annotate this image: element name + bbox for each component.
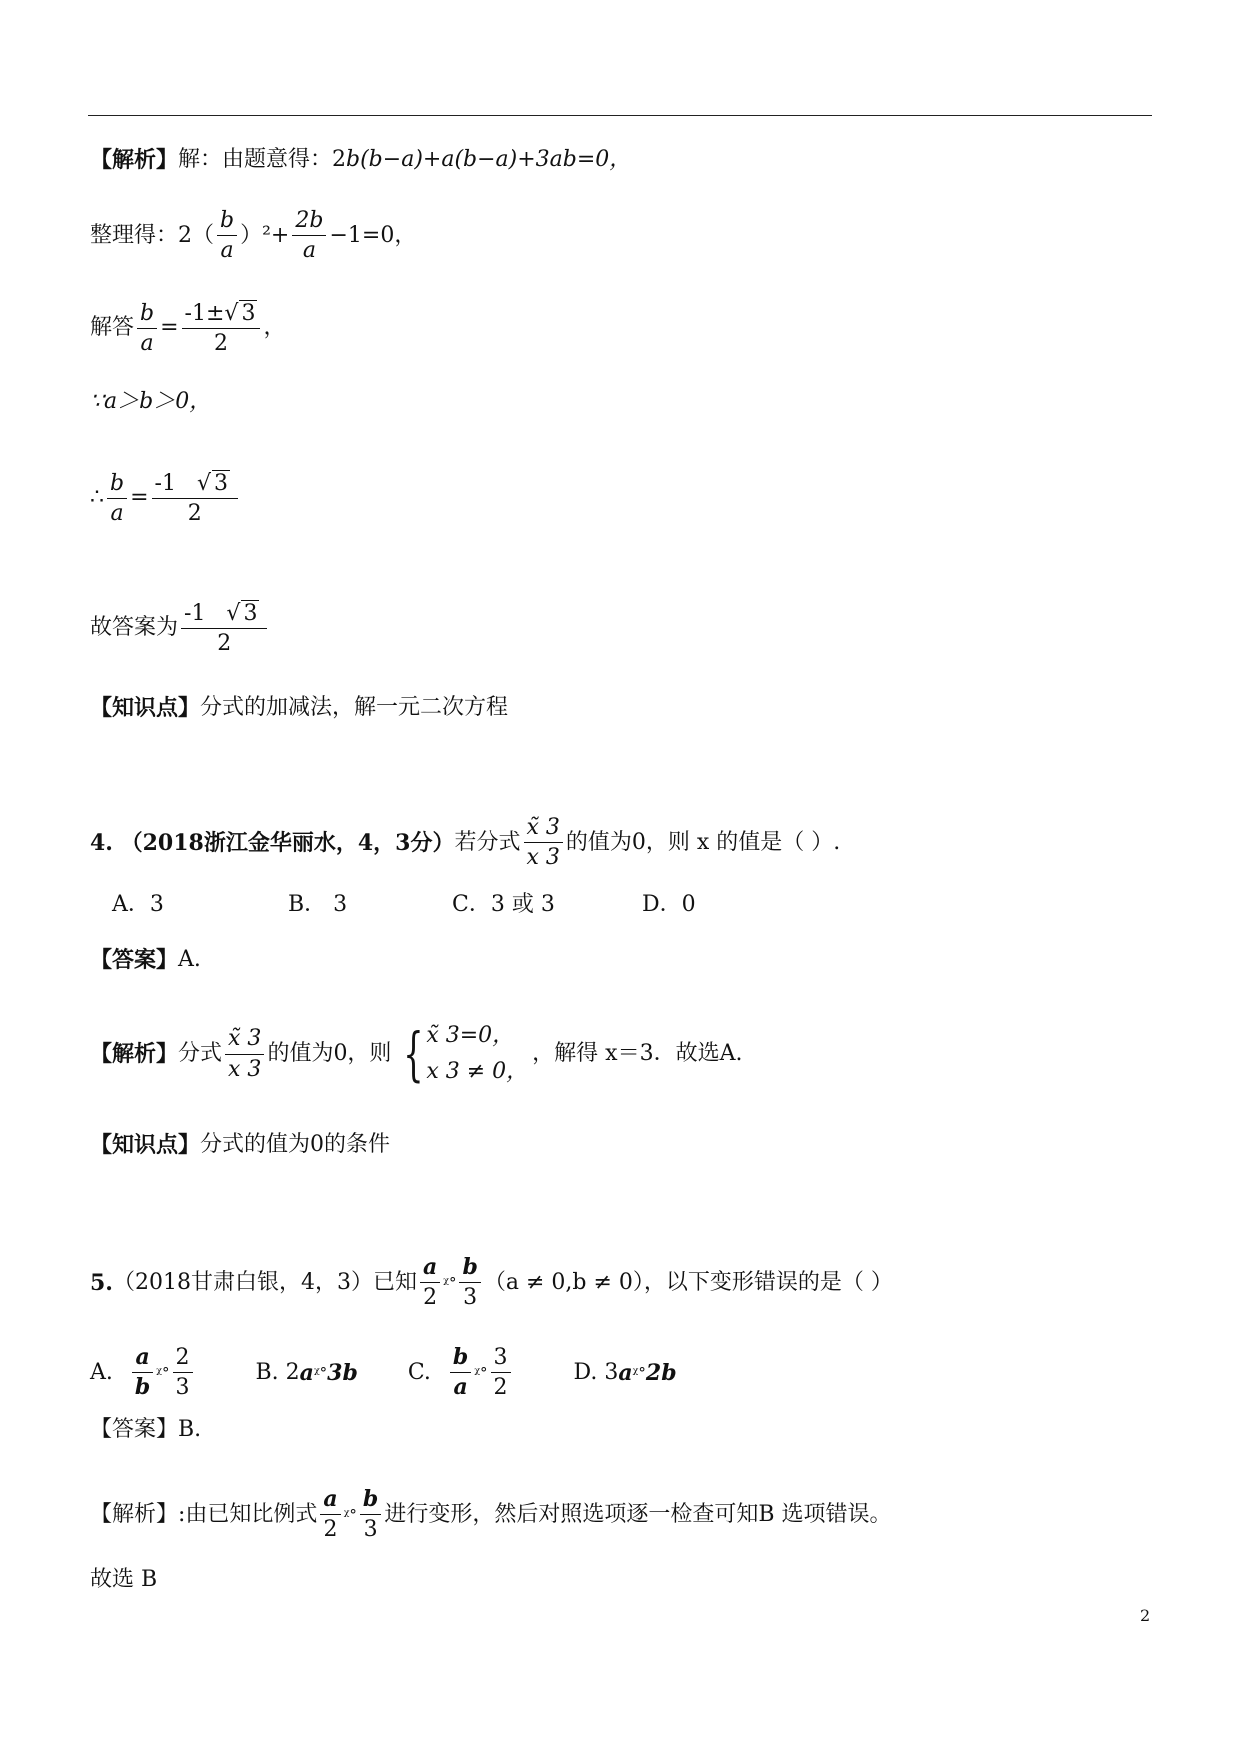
question-5-options	[90, 1345, 677, 1401]
knowledge-text: 分式的加减法，解一元二次方程	[200, 695, 509, 720]
fraction-numerator: 2	[173, 1345, 193, 1373]
question-4-text: 若分式	[454, 829, 521, 855]
garbled-symbol: ᵡ°	[156, 1363, 170, 1382]
question-5-analysis	[90, 1487, 891, 1543]
option-d-label: D. 3	[573, 1359, 619, 1385]
analysis-tag: 【解析】	[90, 1041, 179, 1067]
fraction-b-over-a	[107, 471, 127, 527]
equation-system	[395, 1018, 528, 1090]
garbled-symbol: ᵡ°	[632, 1363, 646, 1382]
garbled-symbol: ᵡ°	[474, 1363, 488, 1382]
fraction-denominator: 2	[214, 331, 228, 357]
analysis-text: 解：由题意得：2	[178, 147, 347, 172]
therefore-line	[90, 470, 241, 527]
analysis-middle: 的值为0，则	[267, 1041, 392, 1066]
fraction-numerator: a	[320, 1487, 340, 1515]
radicand: 3	[241, 301, 256, 326]
because-line	[90, 387, 211, 417]
question-5-answer	[90, 1415, 201, 1445]
option-b-expr-a: a	[299, 1359, 314, 1386]
because-text: ∵a＞b＞0，	[90, 389, 212, 414]
final-text: 故选 B	[90, 1567, 158, 1592]
option-c-fraction-1	[450, 1345, 471, 1401]
question-4-fraction	[524, 815, 563, 871]
analysis-equation: b(b−a)+a(b−a)+3ab=0，	[346, 147, 632, 172]
radicand: 3	[213, 471, 228, 496]
option-d: D．0	[642, 892, 696, 917]
fraction-denominator: a	[220, 238, 234, 264]
option-c-label: C.	[407, 1359, 431, 1385]
option-b: B． 3	[288, 892, 348, 917]
fraction-root: $\frac{-1 √ 3}{2}$	[181, 600, 267, 657]
page-number: 2	[1140, 1606, 1151, 1625]
garbled-symbol: ᵡ°	[343, 1505, 357, 1524]
answer-text: A.	[178, 947, 201, 972]
fraction-denominator: a	[110, 500, 124, 526]
fraction-denominator: 2	[423, 1285, 438, 1311]
therefore-symbol: ∴	[90, 485, 104, 511]
option-d-expr-b: 2b	[645, 1359, 677, 1386]
system-row-1: x̃ 3=0，	[426, 1023, 515, 1048]
brace-icon: {	[403, 1020, 425, 1088]
fraction-root: $\frac{-1 √ 3}{2}$	[152, 470, 238, 527]
fraction-denominator: x 3	[526, 845, 560, 871]
fraction-numerator: b	[137, 301, 157, 329]
solve-label: 解答	[90, 315, 135, 341]
knowledge-tag: 【知识点】	[90, 695, 201, 721]
answer-tag: 【答案】	[90, 947, 179, 973]
fraction-denominator: 2	[187, 501, 202, 527]
garbled-symbol: ᵡ°	[313, 1363, 328, 1382]
analysis-end: ，解得 x＝3．故选A.	[532, 1041, 743, 1066]
option-a-fraction-1	[132, 1345, 153, 1401]
fraction-denominator: a	[453, 1374, 468, 1401]
knowledge-text: 分式的值为0的条件	[200, 1132, 391, 1157]
fraction-root: $\frac{-1\pm√ 3}{2}$	[182, 300, 261, 357]
radicand: 3	[243, 601, 258, 626]
question-4-options	[90, 890, 1090, 920]
fraction-a-over-2	[320, 1487, 340, 1543]
question-5	[90, 1255, 893, 1311]
analysis-text: 分式	[178, 1041, 223, 1066]
fraction-denominator: 3	[463, 1285, 478, 1311]
simplify-middle: ）²+	[240, 222, 290, 248]
fraction-denominator: a	[302, 238, 316, 264]
fraction-denominator: 3	[175, 1375, 190, 1401]
fraction-numerator: a	[420, 1255, 440, 1283]
analysis-fraction	[225, 1026, 264, 1082]
fraction-a-over-2	[420, 1255, 440, 1311]
fraction-denominator: 2	[323, 1517, 338, 1543]
question-4-answer	[90, 945, 201, 975]
option-c: C．3 或 3	[452, 892, 555, 917]
question-4	[90, 815, 840, 871]
knowledge-point-line	[90, 693, 508, 723]
fraction-denominator: 2	[493, 1375, 508, 1401]
equals-sign: =	[160, 315, 179, 341]
question-5-head: 5.	[90, 1269, 113, 1296]
simplify-label: 整理得：2（	[90, 222, 214, 248]
fraction-numerator: 3	[491, 1345, 511, 1373]
analysis-text-end: 进行变形，然后对照选项逐一检查可知B 选项错误。	[384, 1501, 892, 1527]
question-4-tail: 的值为0，则 x 的值是（ ）.	[565, 829, 841, 855]
fraction-numerator: x̃ 3	[524, 815, 563, 843]
fraction-numerator: b	[459, 1255, 480, 1283]
question-5-condition: （a ≠ 0,b ≠ 0），以下变形错误的是（ ）	[483, 1269, 893, 1295]
fraction-denominator: a	[140, 330, 154, 356]
simplify-line	[90, 208, 416, 264]
analysis-text: 【解析】:由已知比例式	[90, 1501, 318, 1527]
fraction-numerator: x̃ 3	[225, 1026, 264, 1054]
fraction-numerator: 2b	[292, 208, 326, 236]
numerator-part: -1	[154, 471, 176, 496]
analysis-line-1	[90, 145, 631, 175]
knowledge-tag: 【知识点】	[90, 1132, 201, 1158]
fraction-b-over-3	[360, 1487, 381, 1543]
fraction-numerator: b	[217, 208, 237, 236]
solve-end: ，	[263, 315, 286, 341]
system-row-2: x 3 ≠ 0，	[426, 1059, 529, 1084]
simplify-end: −1=0，	[329, 222, 417, 248]
numerator-part: -1±	[184, 301, 225, 326]
option-b-expr-b: 3b	[327, 1359, 358, 1386]
answer-label: 故答案为	[90, 615, 179, 641]
fraction-b-over-a	[137, 301, 157, 357]
fraction-numerator: a	[132, 1345, 152, 1373]
fraction-denominator: b	[134, 1374, 151, 1401]
fraction-denominator: 2	[217, 631, 232, 657]
question-4-knowledge	[90, 1130, 390, 1160]
solve-line	[90, 300, 285, 357]
fraction-numerator: b	[450, 1345, 471, 1373]
option-a-fraction-2	[173, 1345, 193, 1401]
fraction-denominator: x 3	[228, 1056, 262, 1082]
question-4-head: 4. （2018浙江金华丽水，4，3分）	[90, 829, 455, 856]
equals-sign: =	[130, 485, 149, 511]
question-4-analysis	[90, 1018, 742, 1090]
analysis-tag: 【解析】	[90, 147, 179, 173]
fraction-numerator: b	[360, 1487, 381, 1515]
numerator-part: -1	[184, 601, 206, 626]
option-b-label: B. 2	[255, 1359, 300, 1385]
fraction-b-over-a	[217, 208, 237, 264]
answer-line	[90, 600, 270, 657]
option-a: A．3	[112, 892, 164, 917]
fraction-2b-over-a	[292, 208, 326, 264]
question-5-final	[90, 1565, 157, 1595]
fraction-b-over-3	[459, 1255, 480, 1311]
fraction-numerator: b	[107, 471, 127, 499]
question-5-text: （2018甘肃白银，4，3）已知	[112, 1269, 417, 1295]
fraction-denominator: 3	[363, 1517, 378, 1543]
header-rule	[88, 115, 1152, 116]
garbled-symbol: ᵡ°	[443, 1273, 457, 1292]
answer-text: 【答案】B.	[90, 1417, 202, 1442]
option-c-fraction-2	[491, 1345, 511, 1401]
option-d-expr-a: a	[618, 1359, 633, 1386]
option-a-label: A.	[90, 1359, 113, 1385]
